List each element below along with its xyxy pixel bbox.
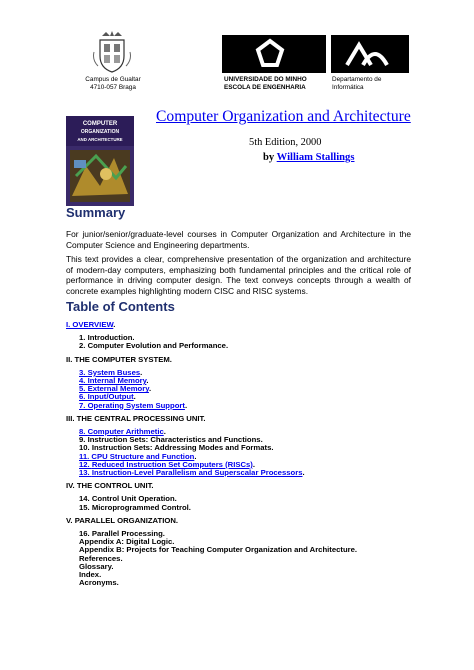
author-link[interactable]: William Stallings: [276, 152, 355, 163]
toc-section-label[interactable]: I. OVERVIEW: [66, 320, 114, 329]
toc-section: [66, 482, 357, 490]
toc-section: [66, 415, 357, 423]
toc-chapter-label: Appendix A: Digital Logic.: [79, 537, 175, 547]
toc-section[interactable]: [66, 321, 357, 329]
toc-chapter-period: .: [302, 468, 305, 478]
toc-chapter-label[interactable]: CPU Structure and Function: [91, 451, 195, 461]
toc-chapter-period: .: [184, 400, 188, 410]
toc-chapter-label: Control Unit Operation.: [91, 494, 177, 504]
toc-chapter-number[interactable]: 7.: [79, 400, 88, 410]
cover-title-line: ORGANIZATION: [80, 129, 120, 135]
toc-section-label: III. THE CENTRAL PROCESSING UNIT.: [66, 413, 206, 423]
summary-paragraph: For junior/senior/graduate-level courses in Computer Organization and Architecture in the Computer Science and Engineering departments.: [66, 229, 411, 250]
toc-chapter-label[interactable]: Internal Memory: [87, 376, 147, 386]
toc-chapter-label: Microprogrammed Control.: [91, 502, 191, 512]
toc-chapter-label[interactable]: Reduced Instruction Set Computers (RISCs): [91, 459, 253, 469]
book-title-link[interactable]: Computer Organization and Architecture: [156, 108, 411, 125]
toc-chapter-label: Glossary.: [79, 561, 114, 571]
cover-title-line: AND ARCHITECTURE: [77, 137, 123, 142]
toc-chapter-number[interactable]: 5.: [79, 384, 88, 394]
toc-chapter: [79, 563, 357, 571]
toc-chapter-label: Instruction Sets: Addressing Modes and Formats.: [91, 443, 274, 453]
toc-chapter-label[interactable]: Input/Output: [87, 392, 134, 402]
toc-chapter-label: Computer Evolution and Performance.: [87, 341, 229, 351]
toc-chapter-period: .: [252, 459, 255, 469]
school-line: ESCOLA DE ENGENHARIA: [224, 84, 306, 91]
toc-section-label: IV. THE CONTROL UNIT.: [66, 481, 154, 491]
department-name: [332, 76, 381, 92]
toc-chapter-label[interactable]: System Buses: [87, 367, 141, 377]
toc-chapter-period: .: [148, 384, 152, 394]
toc-chapter-label: Acronyms.: [79, 578, 119, 588]
toc-chapter-number: 9.: [79, 435, 88, 445]
university-logo: [222, 35, 326, 73]
toc-chapter-period: .: [146, 376, 149, 386]
campus-postcode: 4710-057 Braga: [90, 84, 136, 91]
toc-chapter: [79, 555, 357, 563]
book-edition: 5th Edition, 2000: [249, 137, 322, 148]
toc-chapter-label: Introduction.: [87, 333, 135, 343]
toc-chapter: [79, 504, 357, 512]
toc-chapter-label[interactable]: External Memory: [87, 384, 149, 394]
toc-chapter-number[interactable]: 13.: [79, 468, 92, 478]
author-prefix: by: [263, 152, 275, 163]
toc-chapter-number: 16.: [79, 529, 92, 539]
toc-chapter-number[interactable]: 4.: [79, 376, 88, 386]
toc-chapter-label: Parallel Processing.: [91, 529, 165, 539]
toc-chapter-label: Appendix B: Projects for Teaching Computer Organization and Architecture.: [79, 545, 358, 555]
toc-section: [66, 356, 357, 364]
summary-heading: Summary: [66, 205, 126, 220]
toc-section-label: II. THE COMPUTER SYSTEM.: [66, 354, 172, 364]
book-cover-image: [66, 116, 134, 206]
toc-heading: Table of Contents: [66, 299, 175, 314]
summary-paragraph: This text provides a clear, comprehensive presentation of the organization and architecture of modern-day computers, emphasizing both fundamental principles and the critical role of performance in driving computer design. The text conveys concepts through a wealth of concrete examples highlighting modern CISC and RISC systems.: [66, 254, 411, 296]
toc-chapter-number: 1.: [79, 333, 88, 343]
toc-chapter-number: 15.: [79, 502, 92, 512]
toc-chapter-number[interactable]: 11.: [79, 451, 92, 461]
arch-icon: [331, 35, 409, 73]
toc-chapter-number[interactable]: 6.: [79, 392, 88, 402]
toc-chapter-label: References.: [79, 553, 123, 563]
toc-chapter-number[interactable]: 12.: [79, 459, 92, 469]
toc-chapter-period: .: [194, 451, 197, 461]
toc-chapter-label[interactable]: Instruction-Level Parallelism and Superscalar Processors: [91, 468, 303, 478]
toc-chapter-number[interactable]: 8.: [79, 427, 88, 437]
toc-section: [66, 517, 357, 525]
pentagon-icon: [222, 35, 326, 73]
toc-section-suffix: .: [113, 320, 116, 329]
toc-chapter-period: .: [140, 367, 143, 377]
toc-chapter-number: 10.: [79, 443, 92, 453]
toc-chapter[interactable]: [79, 402, 357, 410]
toc-chapter-label[interactable]: Computer Arithmetic: [87, 427, 164, 437]
engineering-logo: [331, 35, 409, 73]
university-crest-logo: [92, 30, 132, 74]
university-line: UNIVERSIDADE DO MINHO: [224, 76, 307, 83]
toc-chapter-period: .: [163, 427, 166, 437]
toc-chapter: [79, 571, 357, 579]
toc-chapter-period: .: [133, 392, 136, 402]
table-of-contents: [66, 321, 357, 587]
cover-title-line: COMPUTER: [82, 121, 118, 127]
toc-chapter: [79, 342, 357, 350]
campus-name: Campus de Gualtar: [85, 76, 141, 83]
toc-chapter-number: 14.: [79, 494, 92, 504]
toc-chapter-label: Index.: [79, 570, 102, 580]
toc-chapter: [79, 579, 357, 587]
university-name: [224, 76, 307, 92]
toc-chapter[interactable]: [79, 469, 357, 477]
toc-chapter-number: 2.: [79, 341, 88, 351]
department-line: Departamento de: [332, 76, 382, 83]
toc-chapter-number[interactable]: 3.: [79, 367, 88, 377]
toc-section-label: V. PARALLEL ORGANIZATION.: [66, 515, 179, 525]
campus-address: [72, 76, 154, 92]
book-author-line: [263, 152, 354, 163]
toc-chapter-label[interactable]: Operating System Support: [87, 400, 185, 410]
department-subject: Informática: [332, 84, 364, 91]
toc-chapter-label: Instruction Sets: Characteristics and Functions.: [87, 435, 263, 445]
